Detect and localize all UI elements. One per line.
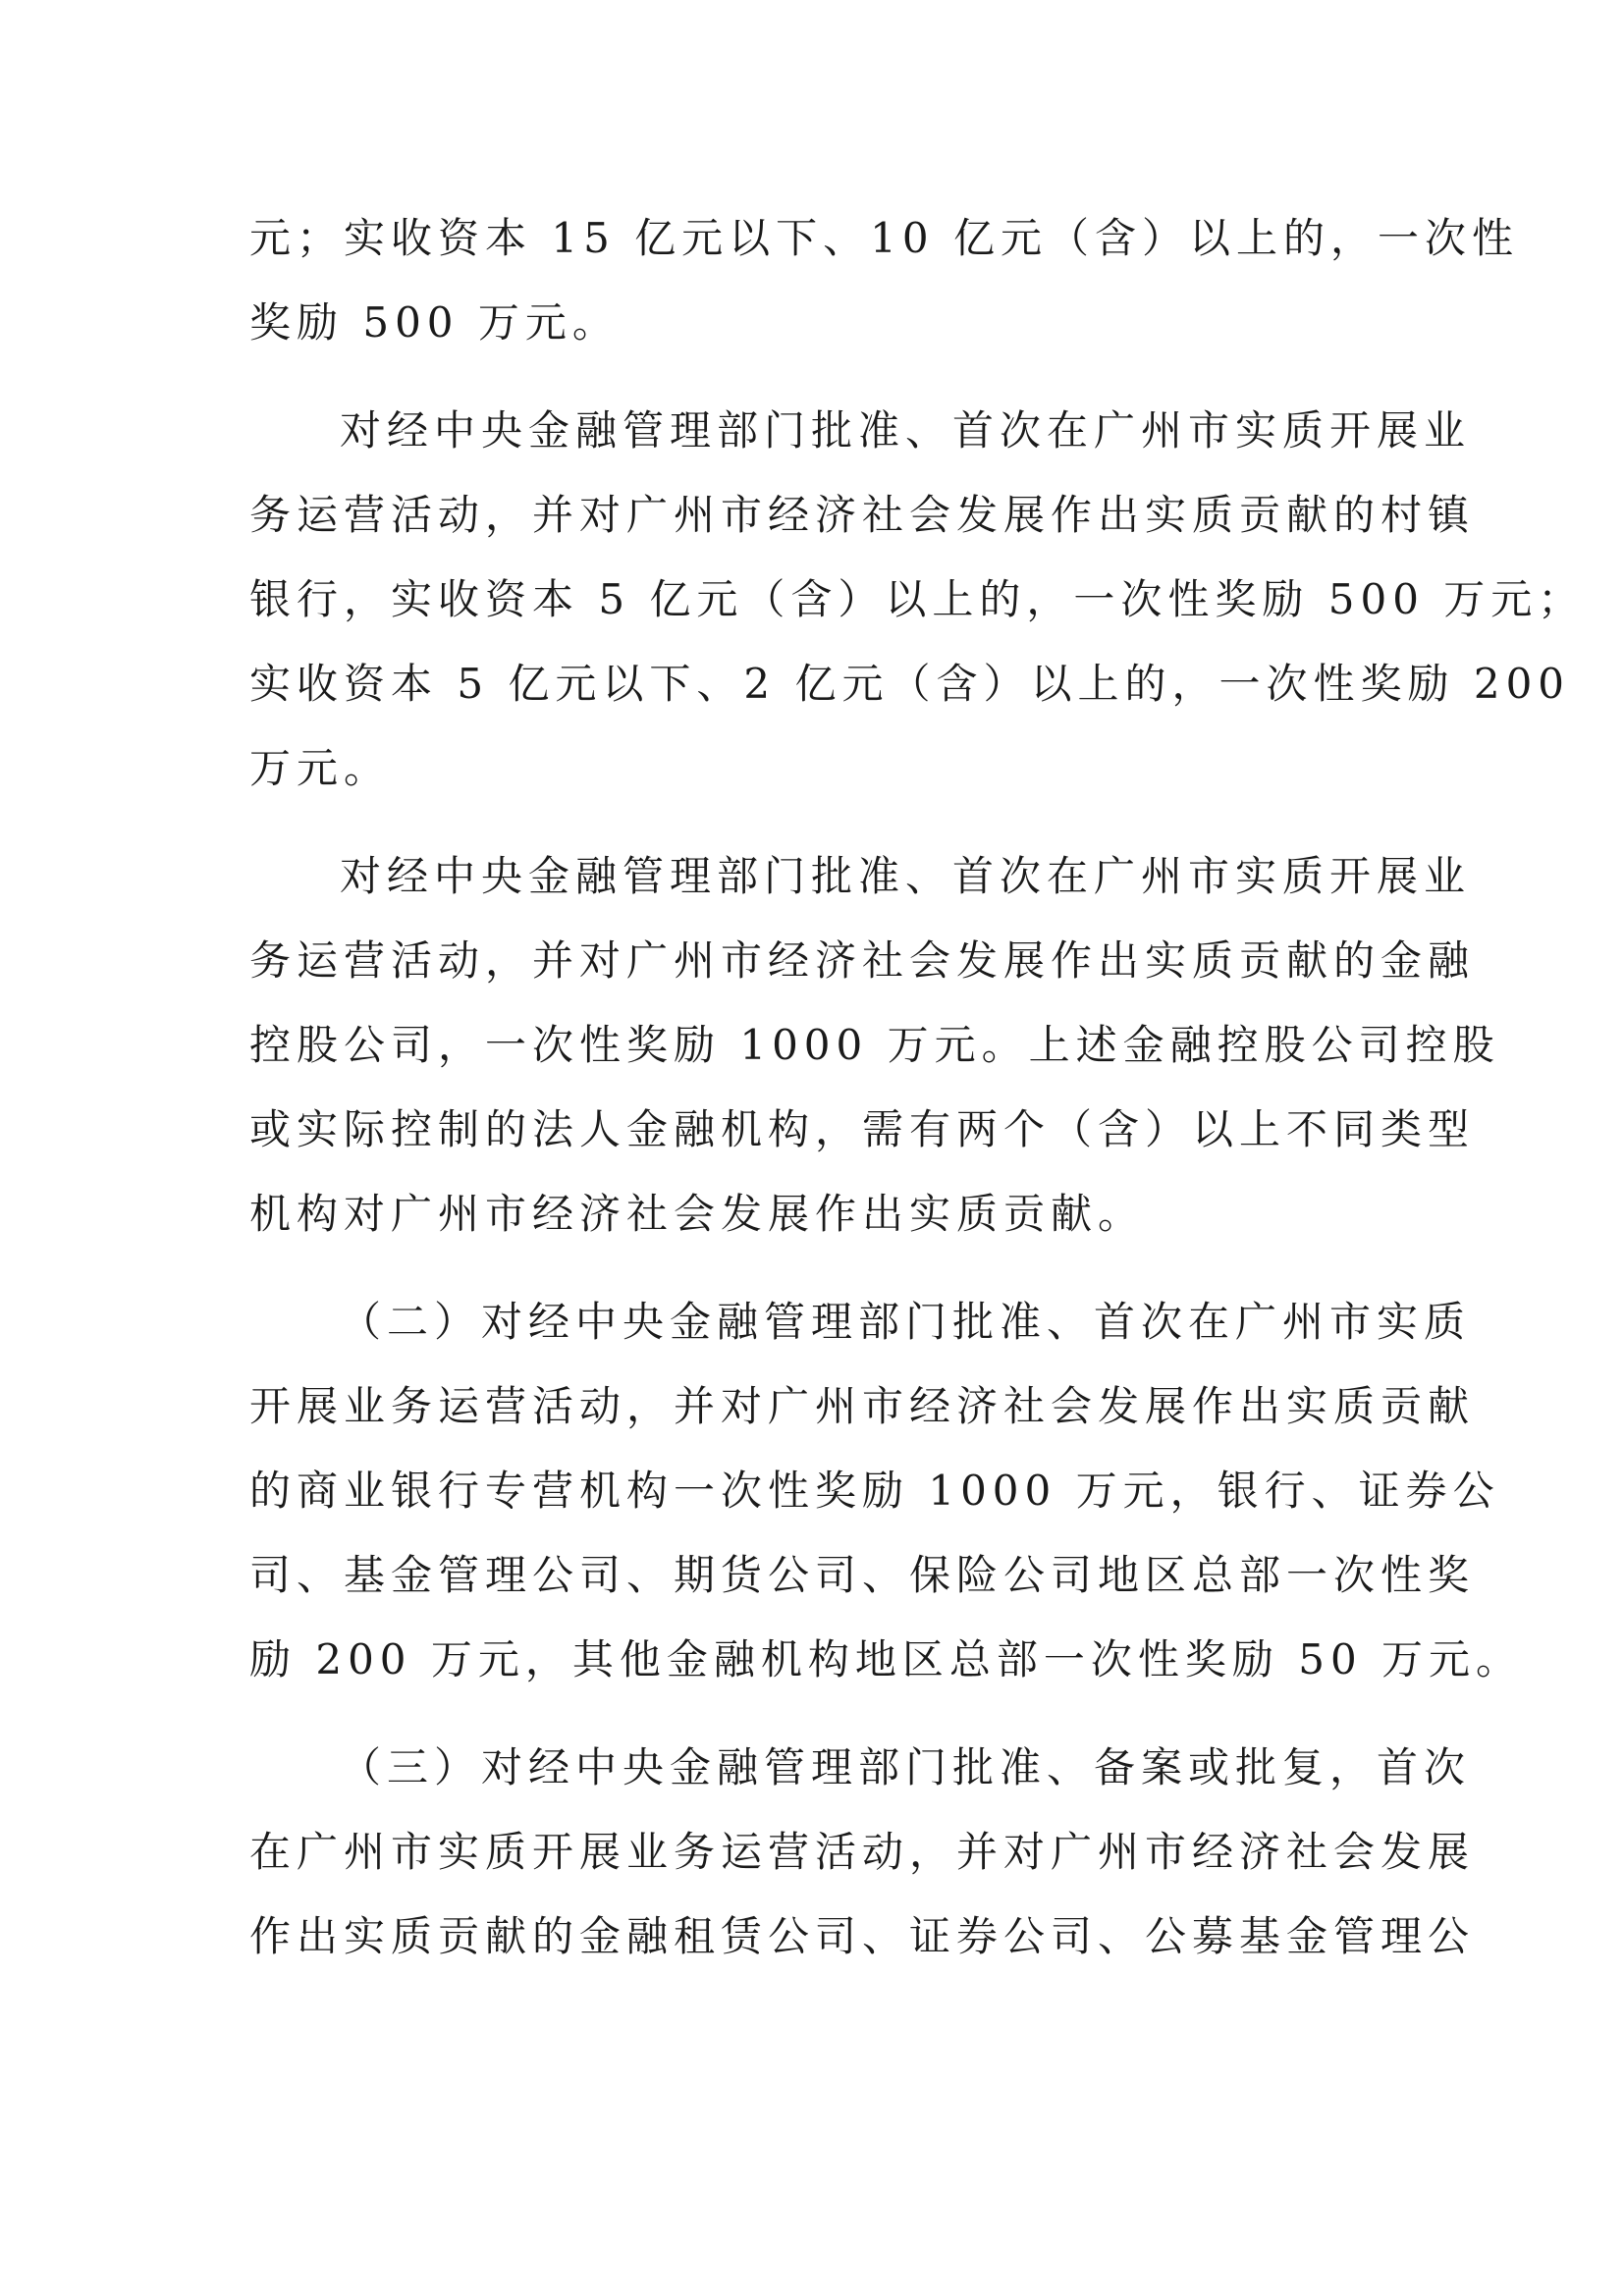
text-line: 务运营活动，并对广州市经济社会发展作出实质贡献的金融	[249, 936, 1476, 985]
text-line: 实收资本 5 亿元以下、2 亿元（含）以上的，一次性奖励 200	[249, 660, 1571, 708]
text-line: 对经中央金融管理部门批准、首次在广州市实质开展业	[340, 852, 1472, 900]
text-line: （二）对经中央金融管理部门批准、首次在广州市实质	[340, 1298, 1472, 1346]
document-body	[249, 196, 1586, 2002]
text-line: 在广州市实质开展业务运营活动，并对广州市经济社会发展	[249, 1828, 1476, 1876]
paragraph-4	[249, 1280, 1524, 1702]
text-line: 励 200 万元，其他金融机构地区总部一次性奖励 50 万元。	[249, 1635, 1524, 1683]
text-line: 对经中央金融管理部门批准、首次在广州市实质开展业	[340, 406, 1472, 454]
text-line: 的商业银行专营机构一次性奖励 1000 万元，银行、证券公	[249, 1467, 1500, 1515]
text-line: 万元。	[249, 744, 392, 792]
text-line: 司、基金管理公司、期货公司、保险公司地区总部一次性奖	[249, 1551, 1476, 1599]
text-line: 银行，实收资本 5 亿元（含）以上的，一次性奖励 500 万元；	[249, 575, 1586, 623]
text-line: 奖励 500 万元。	[249, 298, 620, 347]
text-line: 开展业务运营活动，并对广州市经济社会发展作出实质贡献	[249, 1382, 1476, 1430]
text-line: 作出实质贡献的金融租赁公司、证券公司、公募基金管理公	[249, 1912, 1476, 1960]
text-line: （三）对经中央金融管理部门批准、备案或批复，首次	[340, 1743, 1472, 1791]
paragraph-3	[249, 834, 1500, 1256]
text-line: 或实际控制的法人金融机构，需有两个（含）以上不同类型	[249, 1105, 1476, 1153]
text-line: 务运营活动，并对广州市经济社会发展作出实质贡献的村镇	[249, 491, 1476, 539]
text-line: 控股公司，一次性奖励 1000 万元。上述金融控股公司控股	[249, 1021, 1500, 1069]
paragraph-1	[249, 196, 1519, 365]
text-line: 机构对广州市经济社会发展作出实质贡献。	[249, 1190, 1146, 1238]
paragraph-5	[249, 1726, 1476, 1979]
text-line: 元；实收资本 15 亿元以下、10 亿元（含）以上的，一次性	[249, 214, 1519, 262]
paragraph-2	[249, 389, 1586, 811]
